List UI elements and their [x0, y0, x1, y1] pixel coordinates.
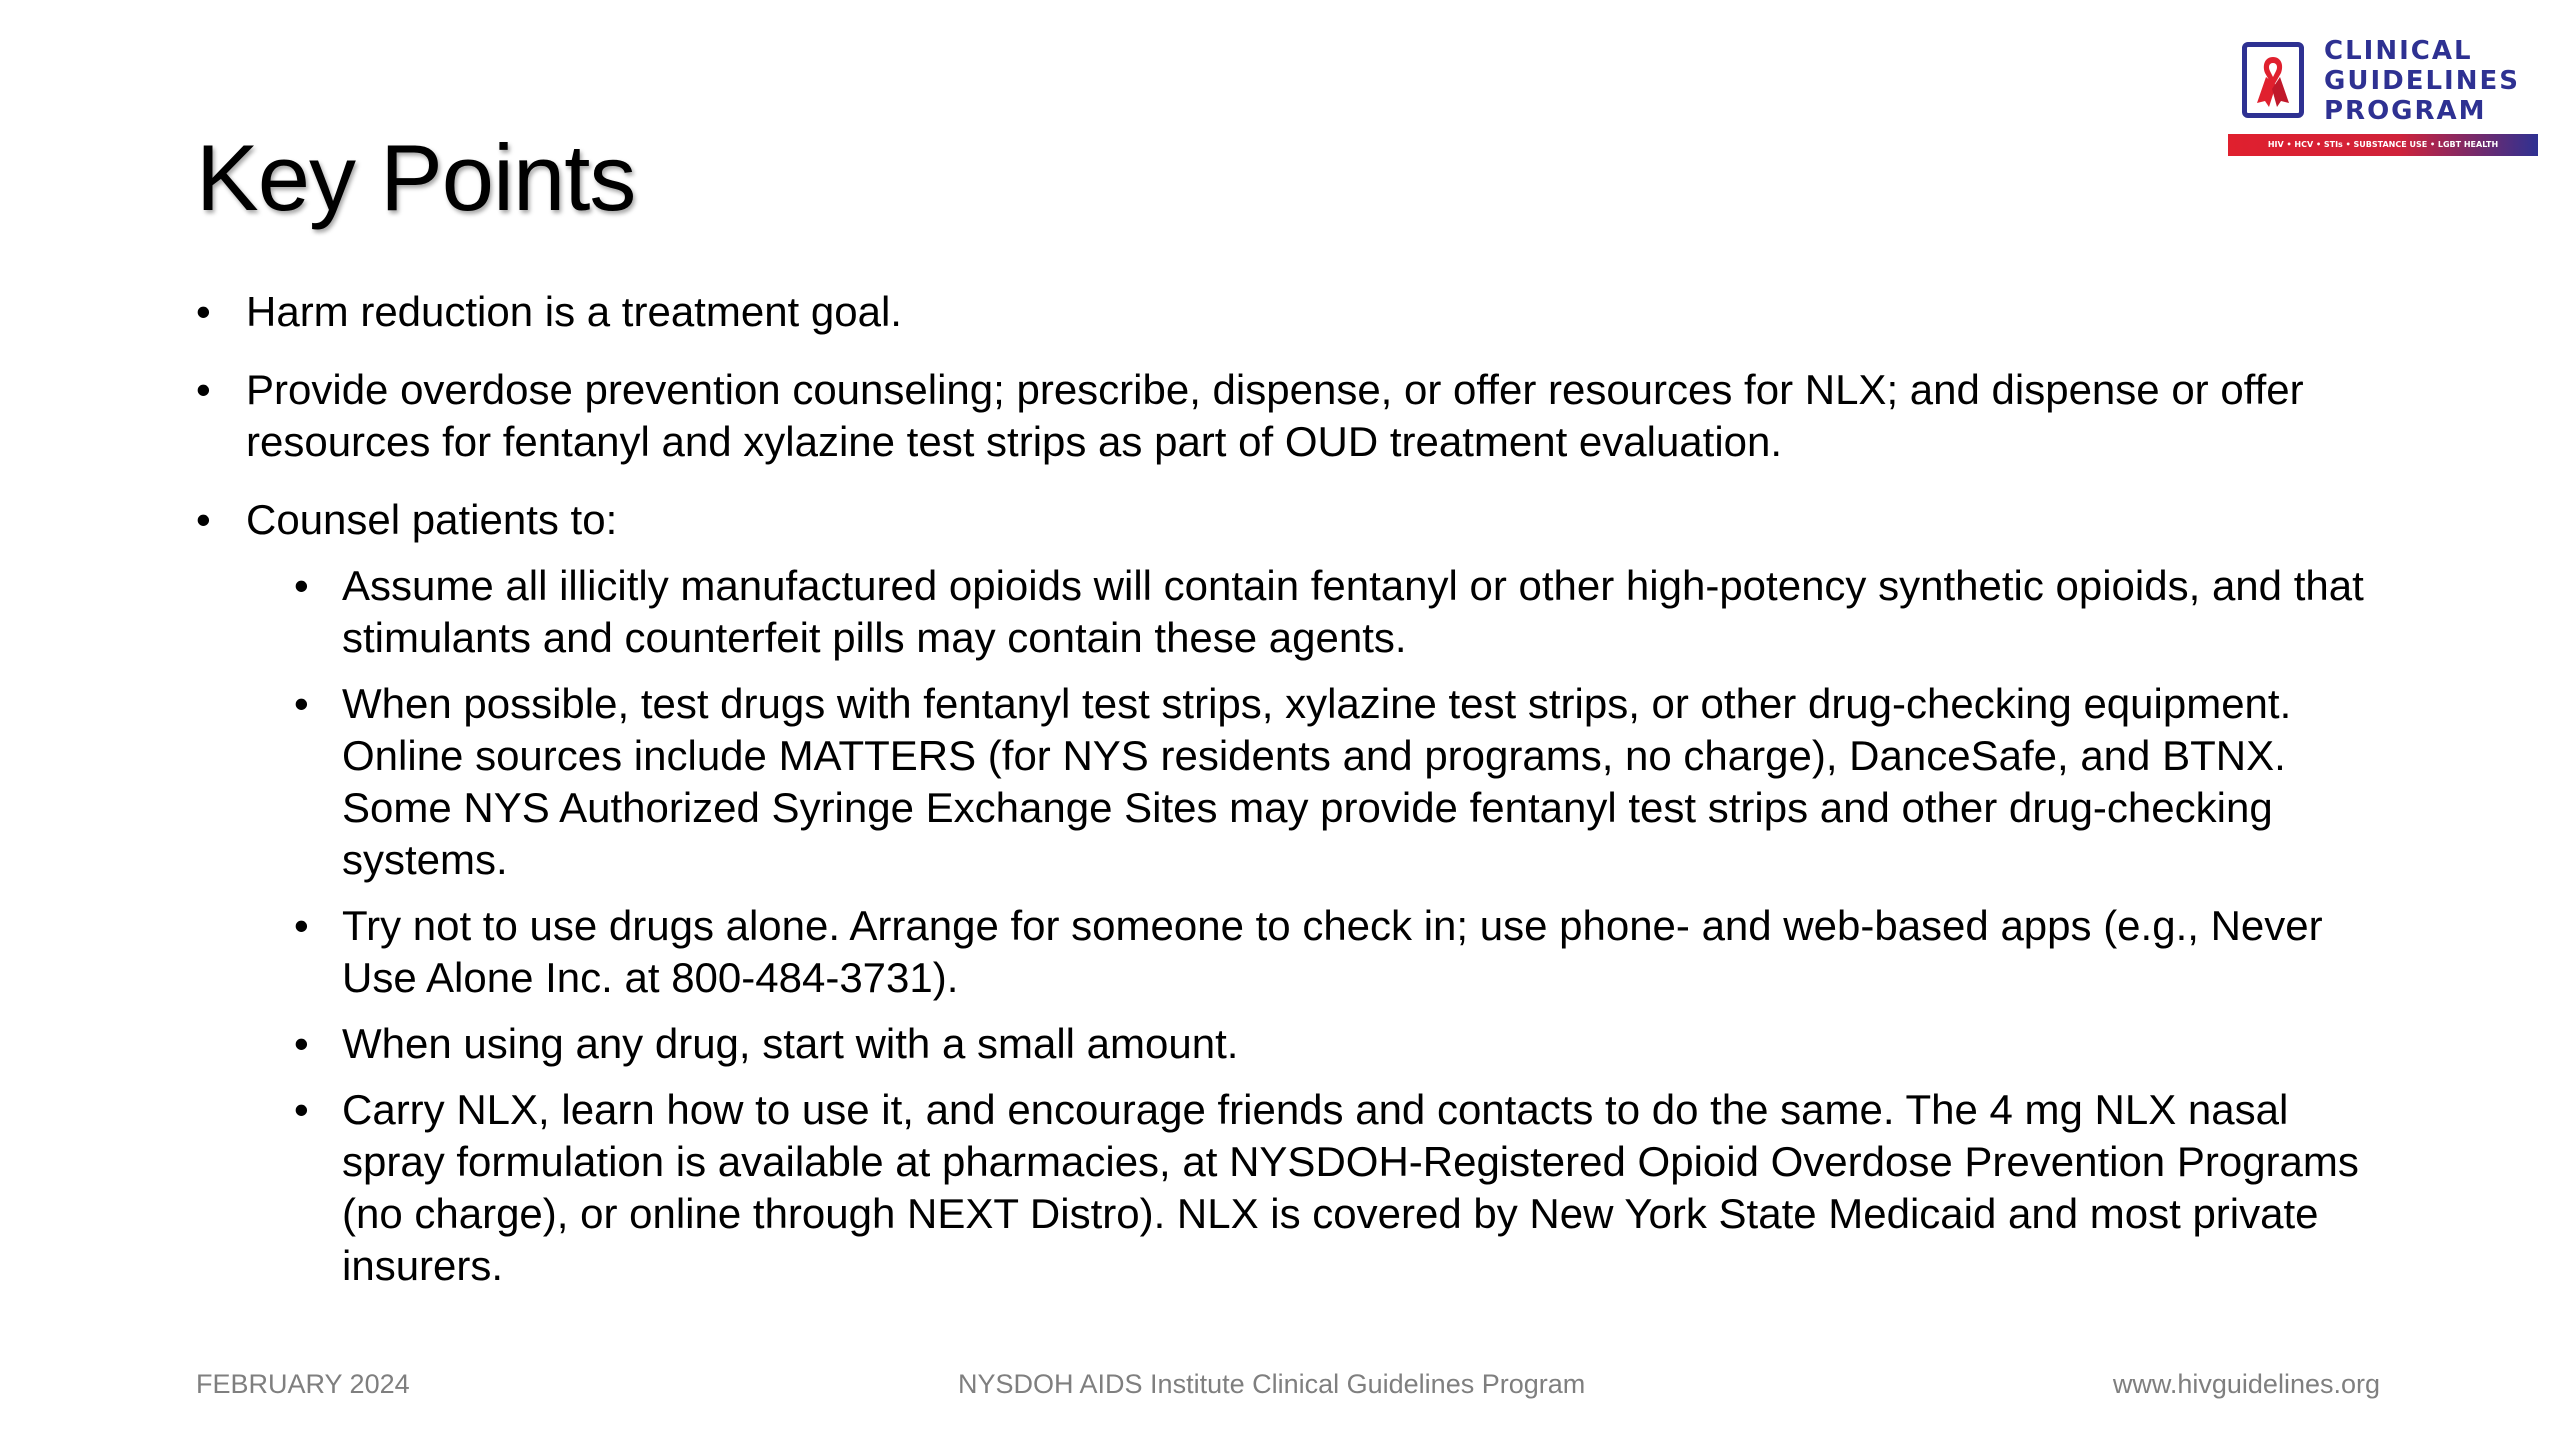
sub-bullet-item: • Carry NLX, learn how to use it, and encourage friends and contacts to do the same. The 4 mg NLX nasal spray formulation is available at pharmacies, at NYSDOH-Registered Opioid Overdose Prevention Programs (no charge), or online through NEXT Distro). NLX is covered by New York State Medicaid and most private insurers. [294, 1084, 2396, 1292]
sub-bullet-item: • When using any drug, start with a small amount. [294, 1018, 2396, 1070]
bullet-item-label: Counsel patients to: [246, 496, 618, 543]
awareness-ribbon-icon [2242, 42, 2304, 118]
slide-title: Key Points [196, 125, 636, 230]
sub-bullet-list [246, 560, 2396, 1292]
logo-tagline-bar: HIV • HCV • STIs • SUBSTANCE USE • LGBT HEALTH [2228, 134, 2538, 156]
logo-wordmark [2324, 36, 2534, 126]
footer-date: FEBRUARY 2024 [196, 1369, 410, 1399]
clinical-guidelines-logo [2228, 34, 2538, 162]
logo-line-3: PROGRAM [2324, 96, 2487, 126]
footer-program: NYSDOH AIDS Institute Clinical Guidelines Program [958, 1369, 1586, 1399]
logo-line-1: CLINICAL [2324, 36, 2473, 66]
sub-bullet-item: • Try not to use drugs alone. Arrange for someone to check in; use phone- and web-based apps (e.g., Never Use Alone Inc. at 800-484-3731). [294, 900, 2396, 1004]
key-points-content [196, 286, 2396, 1318]
bullet-item [196, 494, 2396, 1292]
bullet-item: • Harm reduction is a treatment goal. [196, 286, 2396, 338]
sub-bullet-item: • Assume all illicitly manufactured opioids will contain fentanyl or other high-potency synthetic opioids, and that stimulants and counterfeit pills may contain these agents. [294, 560, 2396, 664]
bullet-list [196, 286, 2396, 1292]
sub-bullet-item: • When possible, test drugs with fentanyl test strips, xylazine test strips, or other drug-checking equipment. Online sources include MATTERS (for NYS residents and programs, no charge), DanceSafe, and BTNX. Some NYS Authorized Syringe Exchange Sites may provide fentanyl test strips and other drug-checking systems. [294, 678, 2396, 886]
footer-website[interactable]: www.hivguidelines.org [2112, 1369, 2380, 1399]
bullet-item: • Provide overdose prevention counseling; prescribe, dispense, or offer resources for NLX; and dispense or offer resources for fentanyl and xylazine test strips as part of OUD treatment evaluation. [196, 364, 2396, 468]
logo-line-2: GUIDELINES [2324, 66, 2520, 96]
